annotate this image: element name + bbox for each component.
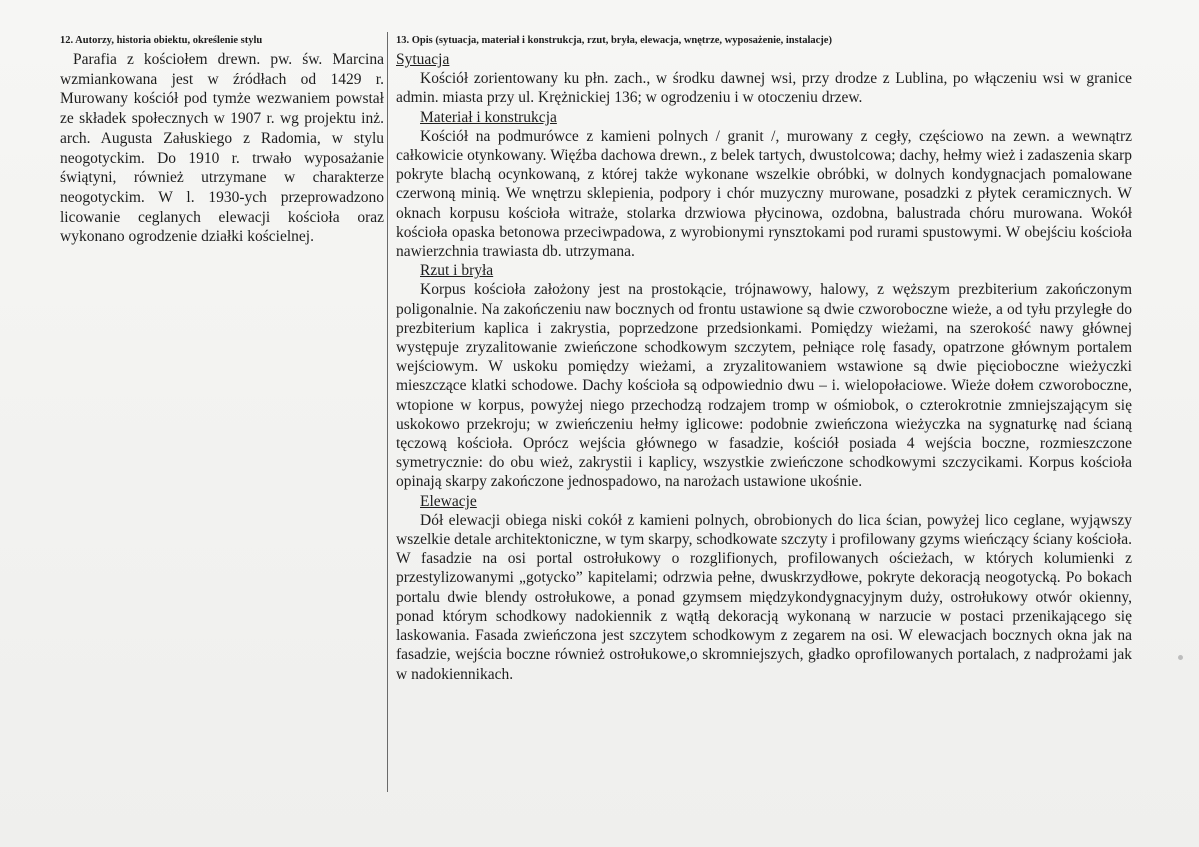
subheading-material: Materiał i konstrukcja bbox=[420, 108, 557, 126]
subheading-plan: Rzut i bryła bbox=[420, 262, 494, 280]
section-12-text: Parafia z kościołem drewn. pw. św. Marcina wzmiankowana jest w źródłach od 1429 r. Murowany kościół pod tymże wezwaniem powstał ze składek społecznych w 1907 r. wg projektu inż. arch. Augusta Załuskiego z Radomia, w stylu neogotyckim. Do 1910 r. trwało wyposażanie świątyni, również utrzymane w charakterze neogotyckim. W l. 1930-ych przeprowadzono licowanie ceglanych elewacji kościoła oraz wykonano ogrodzenie działki kościelnej. bbox=[60, 51, 384, 246]
paragraph-plan: Korpus kościoła założony jest na prostokącie, trójnawowy, halowy, z węższym prezbiterium zakończonym poligonalnie. Na zakończeniu naw bocznych od frontu ustawione są dwie czworoboczne wieże, a od tyłu przyległe do prezbiterium kaplica i zakrystia, poprzedzone przedsionkami. Pomiędzy wieżami, na szerokość nawy głównej występuje zryzalitowanie zwieńczone schodkowym szczytem, pełniące rolę fasady, opatrzone głównym portalem wejściowym. W uskoku pomiędzy wieżami, a zryzalitowaniem wstawione są dwie pięcioboczne wieżyczki mieszczące klatki schodowe. Dachy kościoła są odpowiednio dwu – i. wielopołaciowe. Wieże dołem czworoboczne, wtopione w korpus, powyżej niego przechodzą rodzajem tromp w ośmiobok, o czterokrotnie zmniejszającym się uskokowo przekroju; w zwieńczeniu hełmy iglicowe: podobnie zwieńczona wieżyczka na sygnaturkę nad ścianą tęczową kościoła. Oprócz wejścia głównego w fasadzie, kościół posiada 4 wejścia boczne, rozmieszczone symetrycznie: do obu wież, zakrystii i kaplicy, wszystkie zwieńczone schodkowymi szczycikami. Korpus kościoła opinają skarpy zakończone jednospadowo, na narożach ustawione ukośnie. bbox=[396, 281, 1132, 491]
subheading-situation: Sytuacja bbox=[396, 51, 450, 68]
paragraph-elevations: Dół elewacji obiega niski cokół z kamieni polnych, obrobionych do lica ścian, powyżej lico ceglane, wyjąwszy wszelkie detale architektoniczne, w tym skarpy, schodkowate szczyty i profilowany gzyms wieńczący ściany kościoła. W fasadzie na osi portal ostrołukowy o rozglifionych, profilowanych ościeżach, w których kolumienki z przestylizowanymi „gotycko” kapitelami; odrzwia pełne, dwuskrzydłowe, pokryte dekoracją neogotycką. Po bokach portalu dwie blendy ostrołukowe, a ponad gzymsem międzykondygnacyjnym duży, ostrołukowy otwór okienny, ponad którym schodkowy nadokiennik z wątłą dekoracją wykonaną w narzucie w postaci przenikającego się laskowania. Fasada zwieńczona jest szczytem schodkowym z zegarem na osi. W elewacjach bocznych okna jak na fasadzie, wejścia boczne również ostrołukowe,o skromniejszych, gładko oprofilowanych portalach, z nadprożami jak w nadokiennikach. bbox=[396, 511, 1132, 683]
section-12-heading: 12. Autorzy, historia obiektu, określenie stylu bbox=[60, 35, 263, 46]
subheading-elevations: Elewacje bbox=[420, 492, 477, 510]
paragraph-situation: Kościół zorientowany ku płn. zach., w środku dawnej wsi, przy drodze z Lublina, po włączeniu wsi w granice admin. miasta przy ul. Krężnickiej 136; w ogrodzeniu i w otoczeniu drzew. bbox=[396, 70, 1132, 107]
scan-speck bbox=[1178, 655, 1183, 660]
paragraph-material: Kościół na podmurówce z kamieni polnych / granit /, murowany z cegły, częściowo na zewn. a wewnątrz całkowicie otynkowany. Więźba dachowa drewn., z belek tartych, dwustolcowa; dachy, hełmy wież i zadaszenia skarp pokryte blachą ocynkowaną, z której także wykonane wszelkie obróbki, w dolnych kondygnacjach pomalowane czerwoną minią. We wnętrzu sklepienia, podpory i chór muzyczny murowane, posadzki z płytek ceramicznych. W oknach korpusu kościoła witraże, stolarka drzwiowa płycinowa, ozdobna, balustrada chóru murowana. Wokół kościoła opaska betonowa przeciwpadowa, z wyrobionymi rynsztokami pod rurami spustowymi. W obejściu kościoła nawierzchnia trawiasta db. utrzymana. bbox=[396, 127, 1132, 261]
section-13-heading: 13. Opis (sytuacja, materiał i konstrukcja, rzut, bryła, elewacja, wnętrze, wyposażenie, instalacje) bbox=[396, 35, 832, 46]
column-divider bbox=[387, 32, 388, 792]
section-13-column bbox=[396, 34, 1132, 684]
section-12-column bbox=[60, 34, 384, 247]
